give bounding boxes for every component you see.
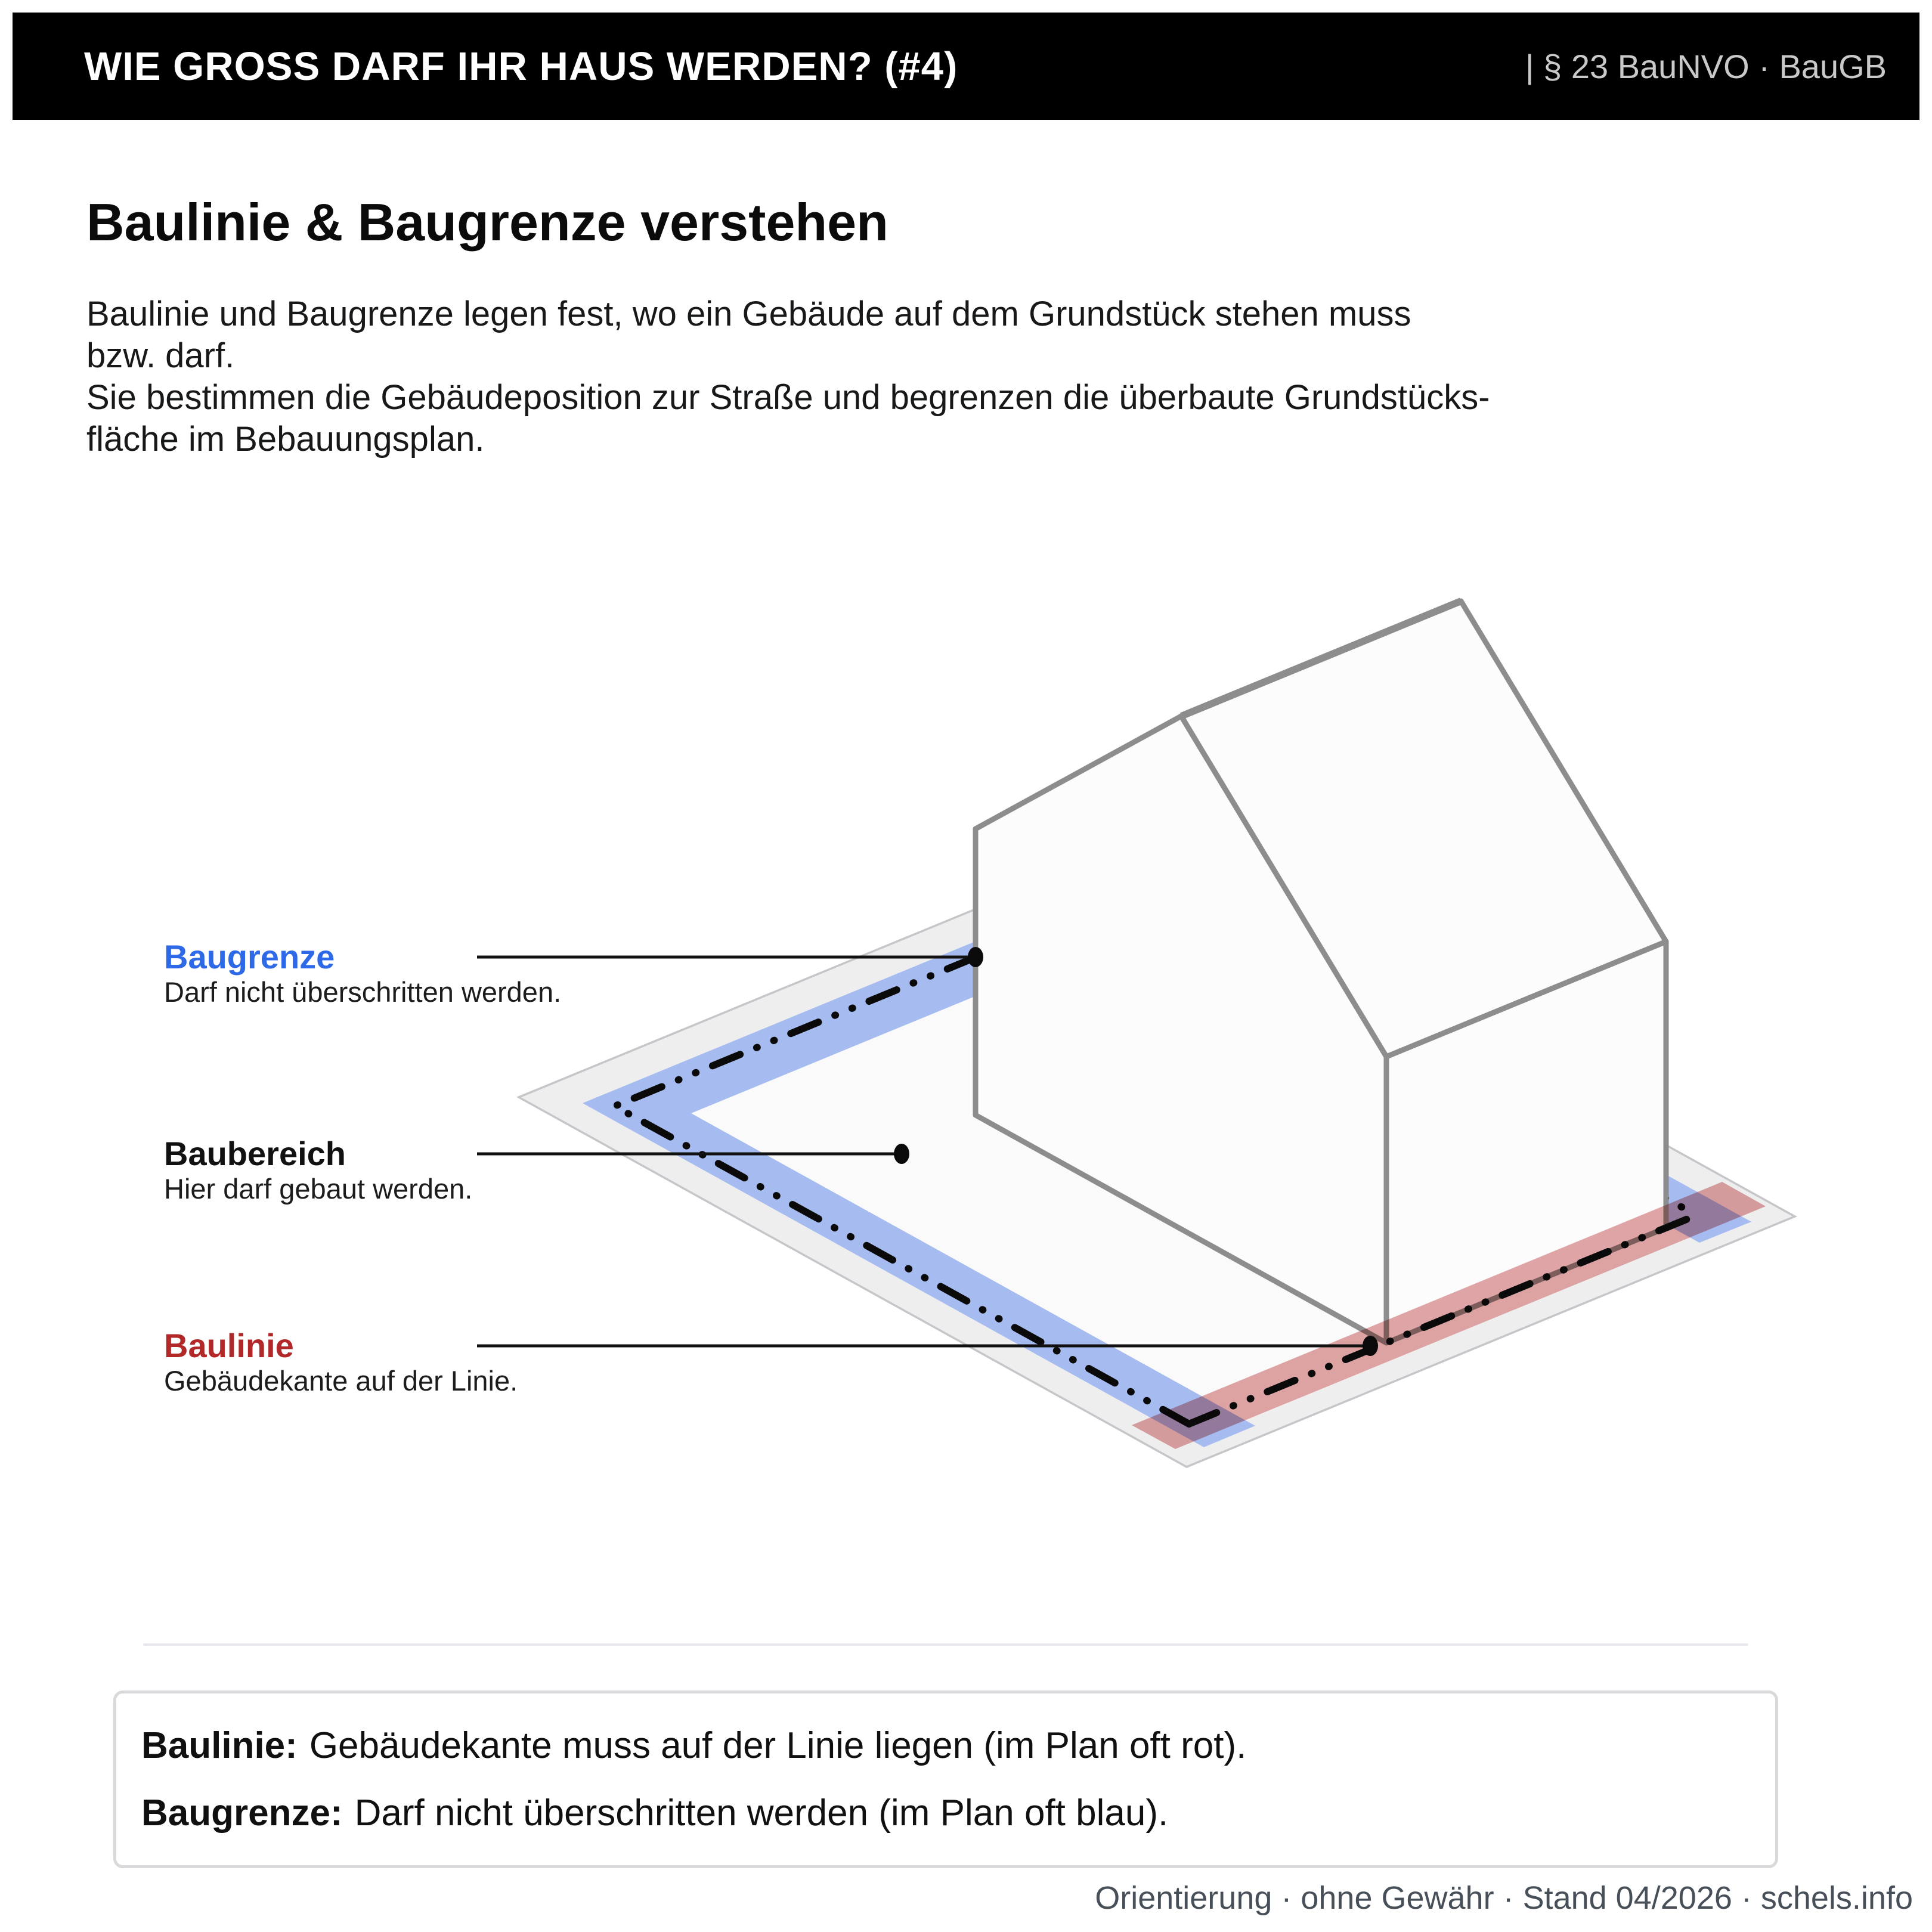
label-baulinie-title: Baulinie	[164, 1327, 294, 1364]
summary-line-baugrenze	[141, 1792, 1775, 1834]
summary-box	[113, 1690, 1778, 1868]
baugrenze-leader-dot	[968, 947, 983, 967]
summary-text-baugrenze: Darf nicht überschritten werden (im Plan oft blau).	[354, 1792, 1169, 1834]
intro-line: fläche im Bebauungsplan.	[86, 420, 485, 459]
summary-line-baulinie	[141, 1724, 1775, 1767]
label-baugrenze-title: Baugrenze	[164, 938, 335, 976]
summary-term-baugrenze: Baugrenze:	[141, 1792, 343, 1834]
section-title: Baulinie & Baugrenze verstehen	[86, 193, 888, 252]
label-baulinie	[164, 1328, 518, 1398]
label-baugrenze	[164, 939, 561, 1010]
summary-text-baulinie: Gebäudekante muss auf der Linie liegen (im Plan oft rot).	[309, 1725, 1247, 1766]
baubereich-leader-dot	[894, 1144, 909, 1164]
footer-note: Orientierung · ohne Gewähr · Stand 04/2026 · schels.info	[1095, 1880, 1913, 1916]
label-baugrenze-desc: Darf nicht überschritten werden.	[164, 976, 562, 1008]
baulinie-leader-dot	[1363, 1336, 1378, 1356]
legal-reference: | § 23 BauNVO · BauGB	[1525, 47, 1887, 85]
section-divider	[143, 1643, 1748, 1646]
label-baubereich-title: Baubereich	[164, 1135, 346, 1172]
summary-term-baulinie: Baulinie:	[141, 1725, 298, 1766]
intro-line: Baulinie und Baugrenze legen fest, wo ein Gebäude auf dem Grundstück stehen muss	[86, 295, 1411, 333]
label-baubereich	[164, 1136, 472, 1206]
intro-line: bzw. darf.	[86, 336, 235, 375]
label-baubereich-desc: Hier darf gebaut werden.	[164, 1173, 473, 1205]
intro-line: Sie bestimmen die Gebäudeposition zur Straße und begrenzen die überbaute Grundstücks-	[86, 378, 1490, 417]
page-title: WIE GROSS DARF IHR HAUS WERDEN? (#4)	[84, 44, 958, 89]
label-baulinie-desc: Gebäudekante auf der Linie.	[164, 1365, 518, 1397]
